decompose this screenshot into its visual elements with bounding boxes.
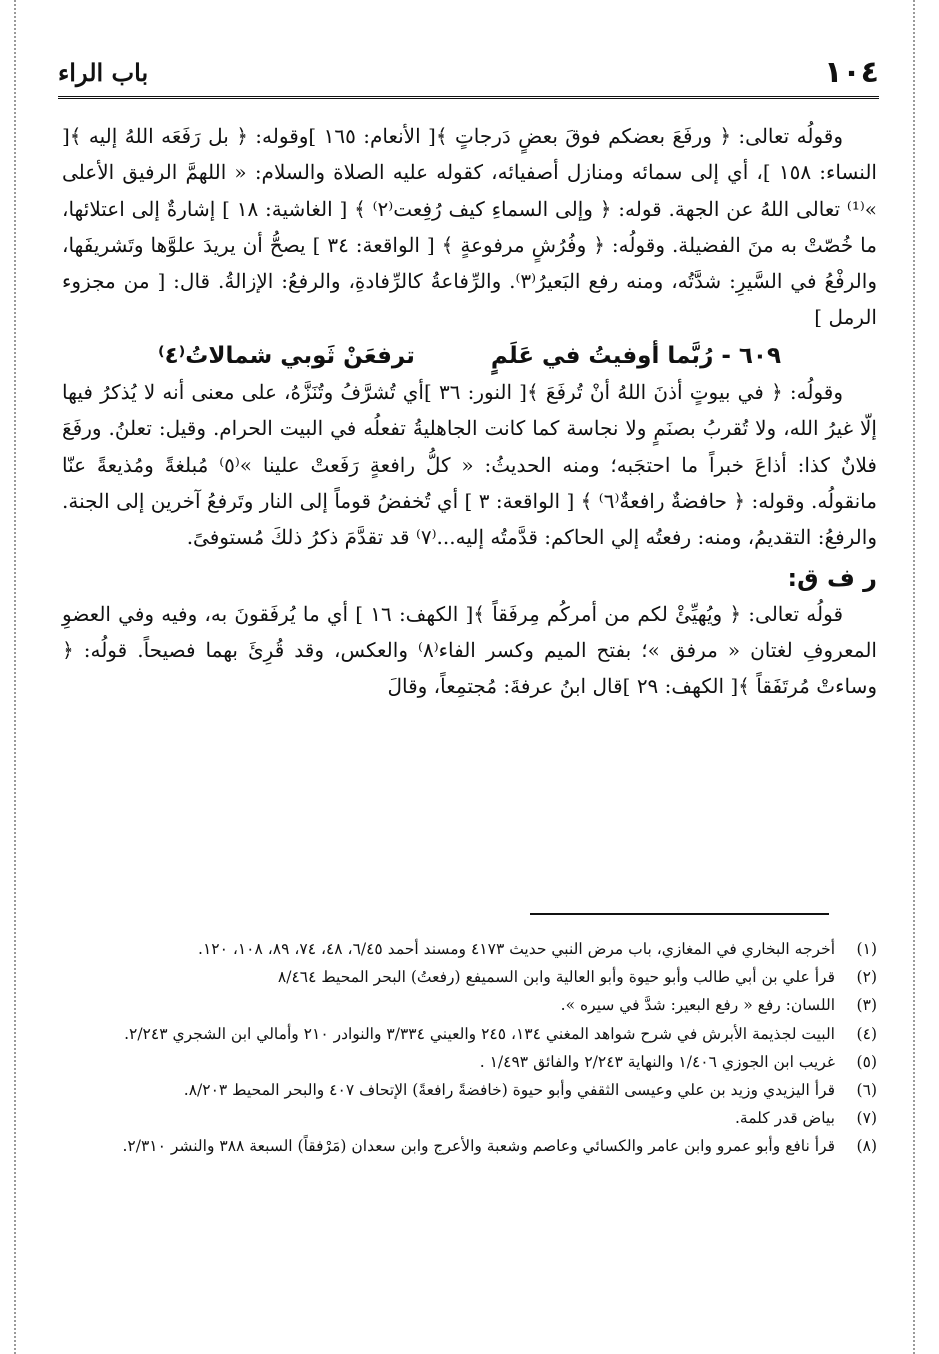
footnote-separator [530, 913, 829, 915]
footnote [62, 1104, 877, 1132]
footnotes [62, 935, 877, 1161]
verse-second-hemistich: ترفعَنْ ثَوبي شمالاتُ⁽٤⁾ [157, 342, 415, 369]
footnote-number: (٤) [856, 1024, 877, 1043]
header-rule [58, 96, 879, 99]
paragraph: وقولُه: ﴿ في بيوتٍ أذنَ اللهُ أنْ تُرفَعَ ﴾[ النور: ٣٦ ]أي تُشرَّفُ وتُنَزَّهُ، على معنى أنه لا يُذكرُ فيها إلّا غيرُ الله، ولا تُقربُ بصنَمٍ ولا نجاسة كما كانت الجاهليةُ تفعلُه في البيت الحرام. وقيل: تعلنُ. ورفَعَ فلانٌ كذا: أذاعَ خبراً ما احتجَبه؛ ومنه الحديثُ: « كلُّ رافعةٍ رَفَعتْ علينا »⁽٥⁾ مُبلغةً ومُذيعةً عنّا مانقولُه. وقوله: ﴿ حافضةٌ رافعةٌ⁽٦⁾ ﴾ [ الواقعة: ٣ ] أي تُخفضُ قوماً إلى النار وتَرفعُ آخرين إلى الجنة. والرفعُ: التقديمُ، ومنه: رفعتُه إلي الحاكم: قدَّمتُه إليه...⁽٧⁾ قد تقدَّمَ ذكرُ ذلكَ مُستوفىً. [62, 380, 877, 550]
footnote-number: (٥) [856, 1052, 877, 1071]
footnote-text: اللسان: رفع « رفع البعير: شدَّ في سيره ». [560, 996, 835, 1015]
scan-margin-dots-right [913, 0, 915, 1354]
poetry-verse [62, 338, 877, 374]
footnote-number: (٣) [856, 996, 877, 1015]
footnote [62, 963, 877, 991]
scan-margin-dots-left [14, 0, 16, 1354]
footnote-text: قرأ اليزيدي وزيد بن علي وعيسى الثقفي وأبو حيوة (خافضةً رافعةً) الإتحاف ٤٠٧ والبحر المحيط ٨/٢٠٣. [183, 1081, 835, 1100]
footnote-number: (٢) [856, 968, 877, 987]
footnote [62, 1076, 877, 1104]
footnote-number: (٨) [856, 1137, 877, 1156]
verse-number: ٦٠٩ - [721, 342, 782, 369]
footnote-text: قرأ نافع وأبو عمرو وابن عامر والكسائي وعاصم وشعبة والأعرج وابن سعدان (مَرْفقاً) السبعة ٣٨٨ والنشر ٢/٣١٠. [122, 1137, 835, 1156]
main-text [62, 118, 877, 705]
footnote-text: بياض قدر كلمة. [734, 1109, 835, 1128]
footnote [62, 1132, 877, 1160]
page-header [58, 52, 879, 92]
paragraph: وقولُه تعالى: ﴿ ورفَعَ بعضكم فوقَ بعضٍ دَرجاتٍ ﴾[ الأنعام: ١٦٥ ]وقوله: ﴿ بل رَفَعَه اللهُ إليه ﴾[ النساء: ١٥٨ ]، أي إلى سمائه ومنازل أصفيائه، كقوله عليه الصلاة والسلام: « اللهمَّ الرفيق الأعلى »⁽¹⁾ تعالى اللهُ عن الجهة. قوله: ﴿ وإلى السماءِ كيف رُفِعت⁽٢⁾ ﴾ [ الغاشية: ١٨ ] إشارةٌ إلى اعتلائها، ما خُصّتْ به منَ الفضيلة. وقولُه: ﴿ وفُرُشٍ مرفوعةٍ ﴾ [ الواقعة: ٣٤ ] يصحُّ أن يريدَ علوَّها وتَشريفَها، والرفْعُ في السَّيرِ: شدَّتُه، ومنه رفع البَعيرُ⁽٣⁾. والرِّفاعةُ كالرِّفادةِ، والرفعُ: الإزالةُ. قال: [ من مجزوء الرمل ] [62, 124, 877, 330]
paragraph: قولُه تعالى: ﴿ ويُهيِّئْ لكم من أمركُم مِرفَقاً ﴾[ الكهف: ١٦ ] أي ما يُرفَقونَ به، وفيه وفي العضوِ المعروفِ لغتان « مرفق »؛ بفتح الميم وكسر الفاء⁽٨⁾ والعكس، وقد قُرِئَ بهما فصيحاً. قولُه: ﴿ وساءتْ مُرتَفَقاً ﴾[ الكهف: ٢٩ ]قال ابنُ عرفةَ: مُجتمِعاً، وقالَ [62, 601, 877, 699]
section-title: ر ف ق: [787, 563, 877, 592]
footnote-text: قرأ علي بن أبي طالب وأبو حيوة وأبو العالية وابن السميفع (رفعتُ) البحر المحيط ٨/٤٦٤ [277, 968, 835, 987]
footnote [62, 1048, 877, 1076]
footnote-number: (٧) [856, 1109, 877, 1128]
footnote-number: (١) [856, 940, 877, 958]
footnote-text: غريب ابن الجوزي ١/٤٠٦ والنهاية ٢/٢٤٣ والفائق ١/٤٩٣ . [479, 1052, 835, 1071]
footnote [62, 991, 877, 1019]
footnote-number: (٦) [856, 1081, 877, 1100]
chapter-title: باب الراء [58, 57, 149, 87]
footnote-text: أخرجه البخاري في المغازي، باب مرض النبي حديث ٤١٧٣ ومسند أحمد ٦/٤٥، ٤٨، ٧٤، ٨٩، ١٠٨، ١٢٠. [198, 940, 835, 958]
footnote [62, 935, 877, 963]
footnote [62, 1020, 877, 1048]
page-number: ١٠٤ [824, 54, 879, 90]
verse-first-hemistich: رُبَّما أوفيتُ في عَلَمٍ [490, 342, 714, 369]
footnote-text: البيت لجذيمة الأبرش في شرح شواهد المغني ١٣٤، ٢٤٥ والعيني ٣/٣٣٤ والنوادر ٢١٠ وأمالي ابن الشجري ٢/٢٤٣. [124, 1024, 835, 1043]
